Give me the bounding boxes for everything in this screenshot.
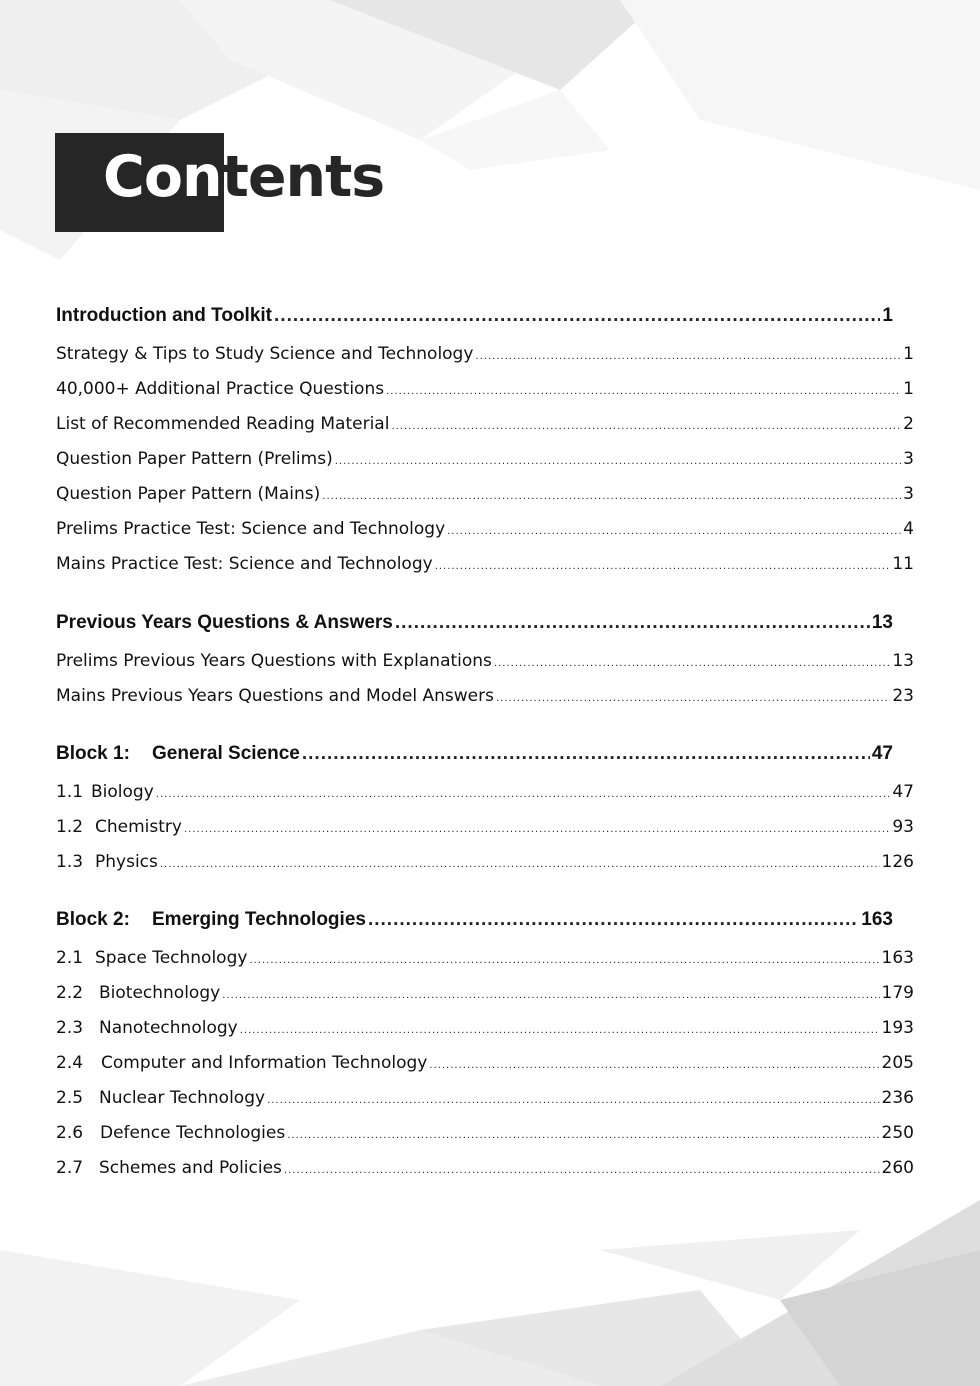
section-title: Previous Years Questions & Answers — [56, 612, 393, 633]
leader-dots — [184, 824, 890, 835]
toc-section-heading[interactable] — [56, 305, 893, 327]
leader-dots — [429, 1060, 879, 1071]
entry-page-number: 1 — [903, 379, 914, 399]
entry-page-number: 1 — [903, 344, 914, 364]
entry-title: Mains Previous Years Questions and Model Answers — [56, 686, 494, 706]
leader-dots — [368, 909, 859, 931]
entry-title: Nanotechnology — [99, 1018, 238, 1038]
entry-page-number: 3 — [903, 484, 914, 504]
entry-page-number: 260 — [881, 1158, 914, 1178]
entry-title: Mains Practice Test: Science and Technology — [56, 554, 433, 574]
leader-dots — [395, 612, 870, 634]
entry-title: 40,000+ Additional Practice Questions — [56, 379, 385, 399]
entry-title: Question Paper Pattern (Mains) — [56, 484, 321, 504]
entry-number: 2.4 — [56, 1053, 84, 1073]
title-part-dark: tents — [221, 144, 385, 210]
entry-number: 2.2 — [56, 983, 84, 1003]
entry-page-number: 179 — [881, 983, 914, 1003]
title-part-white: Con — [103, 144, 222, 210]
toc-section-heading[interactable] — [56, 612, 893, 634]
entry-number: 2.3 — [56, 1018, 84, 1038]
leader-dots — [222, 990, 879, 1001]
page-title — [103, 144, 384, 210]
entry-title: Biotechnology — [99, 983, 221, 1003]
entry-title: Physics — [95, 852, 158, 872]
entry-page-number: 13 — [892, 651, 914, 671]
entry-page-number: 2 — [903, 414, 914, 434]
leader-dots — [435, 561, 891, 572]
entry-title: Biology — [91, 782, 154, 802]
entry-page-number: 163 — [881, 948, 914, 968]
entry-number: 1.2 — [56, 817, 84, 837]
leader-dots — [391, 421, 901, 432]
leader-dots — [386, 386, 901, 397]
entry-title: Chemistry — [95, 817, 182, 837]
leader-dots — [494, 658, 890, 669]
entry-title: Nuclear Technology — [99, 1088, 266, 1108]
entry-page-number: 47 — [892, 782, 914, 802]
section-page-number: 1 — [882, 305, 893, 326]
toc-entry[interactable] — [56, 852, 914, 872]
toc-entry[interactable] — [56, 379, 914, 399]
toc-entry[interactable] — [56, 651, 914, 671]
toc-entry[interactable] — [56, 414, 914, 434]
entry-number: 2.6 — [56, 1123, 84, 1143]
leader-dots — [322, 491, 901, 502]
toc-entry[interactable] — [56, 782, 914, 802]
entry-page-number: 4 — [903, 519, 914, 539]
toc-entry[interactable] — [56, 983, 914, 1003]
entry-page-number: 236 — [881, 1088, 914, 1108]
section-page-number: 163 — [861, 909, 893, 930]
leader-dots — [302, 743, 870, 765]
toc-entry[interactable] — [56, 1158, 914, 1178]
leader-dots — [475, 351, 901, 362]
entry-page-number: 11 — [892, 554, 914, 574]
entry-page-number: 3 — [903, 449, 914, 469]
leader-dots — [335, 456, 901, 467]
toc-entry[interactable] — [56, 1053, 914, 1073]
section-title: Introduction and Toolkit — [56, 305, 273, 326]
entry-title: List of Recommended Reading Material — [56, 414, 390, 434]
toc-entry[interactable] — [56, 948, 914, 968]
leader-dots — [447, 526, 901, 537]
toc-entry[interactable] — [56, 449, 914, 469]
entry-page-number: 205 — [881, 1053, 914, 1073]
entry-page-number: 93 — [892, 817, 914, 837]
entry-number: 2.7 — [56, 1158, 84, 1178]
entry-title: Defence Technologies — [100, 1123, 286, 1143]
entry-number: 1.1 — [56, 782, 84, 802]
block-number: Block 2: — [56, 909, 130, 930]
toc-entry[interactable] — [56, 1088, 914, 1108]
leader-dots — [274, 305, 880, 327]
entry-title: Question Paper Pattern (Prelims) — [56, 449, 333, 469]
toc-section-heading[interactable] — [56, 909, 893, 931]
entry-page-number: 126 — [881, 852, 914, 872]
toc-entry[interactable] — [56, 344, 914, 364]
section-page-number: 13 — [871, 612, 893, 633]
entry-title: Prelims Practice Test: Science and Technology — [56, 519, 446, 539]
toc-entry[interactable] — [56, 1018, 914, 1038]
section-title: General Science — [152, 743, 300, 764]
entry-page-number: 23 — [892, 686, 914, 706]
leader-dots — [267, 1095, 879, 1106]
entry-number: 2.1 — [56, 948, 84, 968]
toc-entry[interactable] — [56, 1123, 914, 1143]
entry-title: Strategy & Tips to Study Science and Technology — [56, 344, 474, 364]
toc-entry[interactable] — [56, 519, 914, 539]
toc-entry[interactable] — [56, 554, 914, 574]
entry-number: 2.5 — [56, 1088, 84, 1108]
leader-dots — [496, 693, 890, 704]
entry-title: Schemes and Policies — [99, 1158, 282, 1178]
section-title: Emerging Technologies — [152, 909, 366, 930]
leader-dots — [240, 1025, 880, 1036]
entry-number: 1.3 — [56, 852, 84, 872]
toc-entry[interactable] — [56, 817, 914, 837]
leader-dots — [160, 859, 880, 870]
entry-page-number: 250 — [881, 1123, 914, 1143]
section-page-number: 47 — [871, 743, 893, 764]
toc-entry[interactable] — [56, 686, 914, 706]
leader-dots — [249, 955, 879, 966]
leader-dots — [156, 789, 891, 800]
entry-title: Computer and Information Technology — [101, 1053, 428, 1073]
entry-title: Space Technology — [95, 948, 248, 968]
toc-section-heading[interactable] — [56, 743, 893, 765]
toc-entry[interactable] — [56, 484, 914, 504]
block-number: Block 1: — [56, 743, 130, 764]
leader-dots — [284, 1165, 880, 1176]
entry-page-number: 193 — [881, 1018, 914, 1038]
leader-dots — [287, 1130, 879, 1141]
entry-title: Prelims Previous Years Questions with Explanations — [56, 651, 492, 671]
